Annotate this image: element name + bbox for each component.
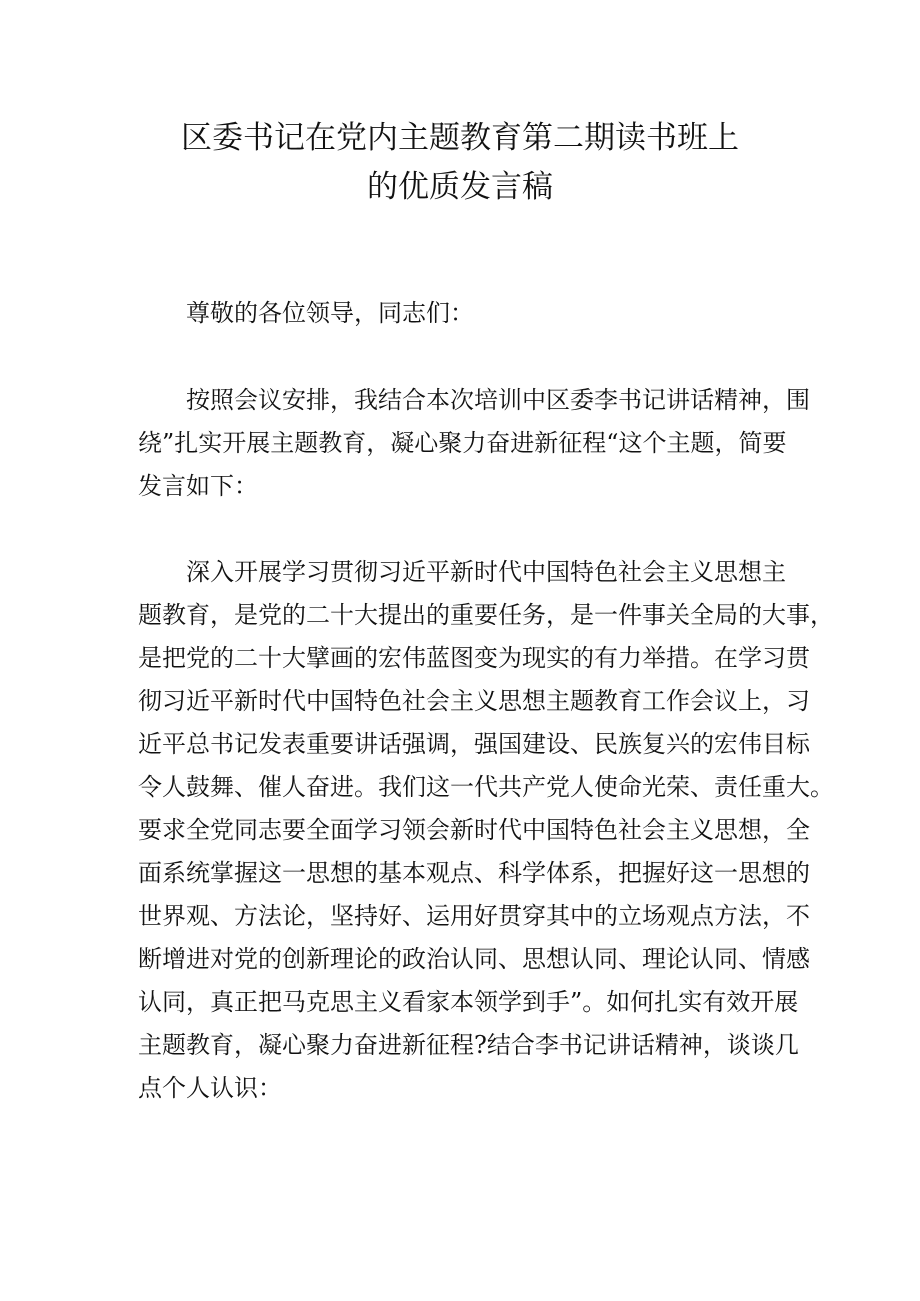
main-line-6: 令人鼓舞、催人奋进。我们这一代共产党人使命光荣、责任重大。 xyxy=(138,773,834,801)
main-line-10: 断增进对党的创新理论的政治认同、思想认同、理论认同、情感 xyxy=(138,945,810,973)
title-line-1: 区委书记在党内主题教育第二期读书班上 xyxy=(181,120,739,156)
main-line-9: 世界观、方法论，坚持好、运用好贯穿其中的立场观点方法，不 xyxy=(138,902,810,930)
intro-line-1: 按照会议安排，我结合本次培训中区委李书记讲话精神，围 xyxy=(186,386,810,414)
main-line-3: 是把党的二十大擘画的宏伟蓝图变为现实的有力举措。在学习贯 xyxy=(138,644,810,672)
main-line-1: 深入开展学习贯彻习近平新时代中国特色社会主义思想主 xyxy=(186,558,786,586)
main-line-7: 要求全党同志要全面学习领会新时代中国特色社会主义思想，全 xyxy=(138,816,810,844)
main-line-13: 点个人认识： xyxy=(138,1074,282,1102)
intro-paragraph xyxy=(138,379,810,508)
main-line-8: 面系统掌握这一思想的基本观点、科学体系，把握好这一思想的 xyxy=(138,859,810,887)
main-line-2: 题教育，是党的二十大提出的重要任务，是一件事关全局的大事， xyxy=(138,601,834,629)
title-line-2: 的优质发言稿 xyxy=(367,169,553,205)
greeting-paragraph xyxy=(138,292,786,335)
main-line-11: 认同，真正把马克思主义看家本领学到手”。如何扎实有效开展 xyxy=(138,988,799,1016)
main-line-4: 彻习近平新时代中国特色社会主义思想主题教育工作会议上，习 xyxy=(138,687,810,715)
intro-line-2: 绕”扎实开展主题教育，凝心聚力奋进新征程“这个主题，简要 xyxy=(138,429,787,457)
document-title xyxy=(138,114,782,212)
main-line-5: 近平总书记发表重要讲话强调，强国建设、民族复兴的宏伟目标 xyxy=(138,730,810,758)
greeting-line: 尊敬的各位领导，同志们： xyxy=(186,299,474,327)
main-paragraph xyxy=(138,551,834,1110)
intro-line-3: 发言如下： xyxy=(138,472,258,500)
main-line-12: 主题教育，凝心聚力奋进新征程?结合李书记讲话精神，谈谈几 xyxy=(138,1031,799,1059)
